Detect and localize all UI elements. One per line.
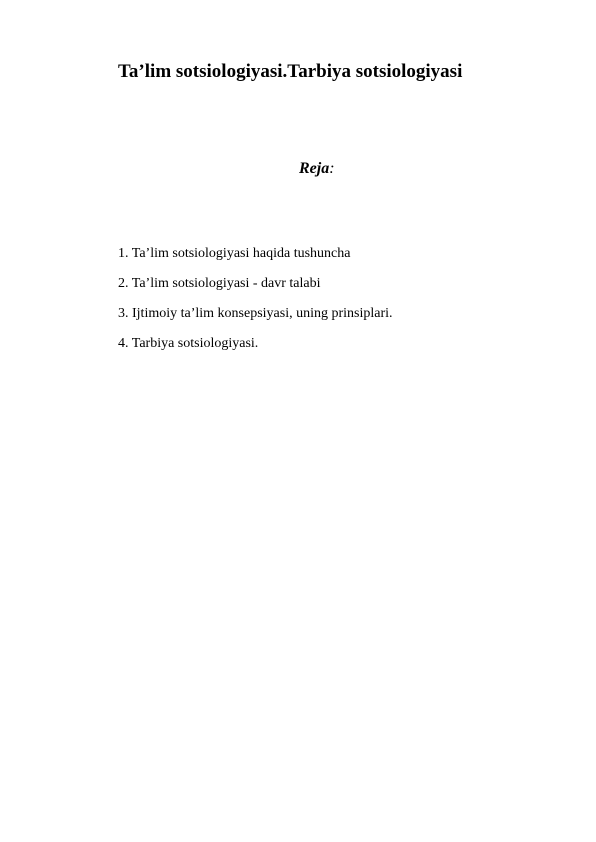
plan-item-4: 4. Tarbiya sotsiologiyasi. xyxy=(118,336,259,351)
plan-list xyxy=(118,246,393,366)
title-container xyxy=(118,60,518,84)
plan-item-2: 2. Ta’lim sotsiologiyasi - davr talabi xyxy=(118,276,321,291)
plan-heading xyxy=(299,159,335,179)
plan-item-1: 1. Ta’lim sotsiologiyasi haqida tushuncha xyxy=(118,246,351,261)
document-title: Ta’lim sotsiologiyasi.Tarbiya sotsiologiyasi xyxy=(118,61,463,82)
plan-heading-word: Reja xyxy=(299,160,330,177)
plan-item-3: 3. Ijtimoiy ta’lim konsepsiyasi, uning prinsiplari. xyxy=(118,306,393,321)
plan-heading-colon: : xyxy=(329,160,335,177)
